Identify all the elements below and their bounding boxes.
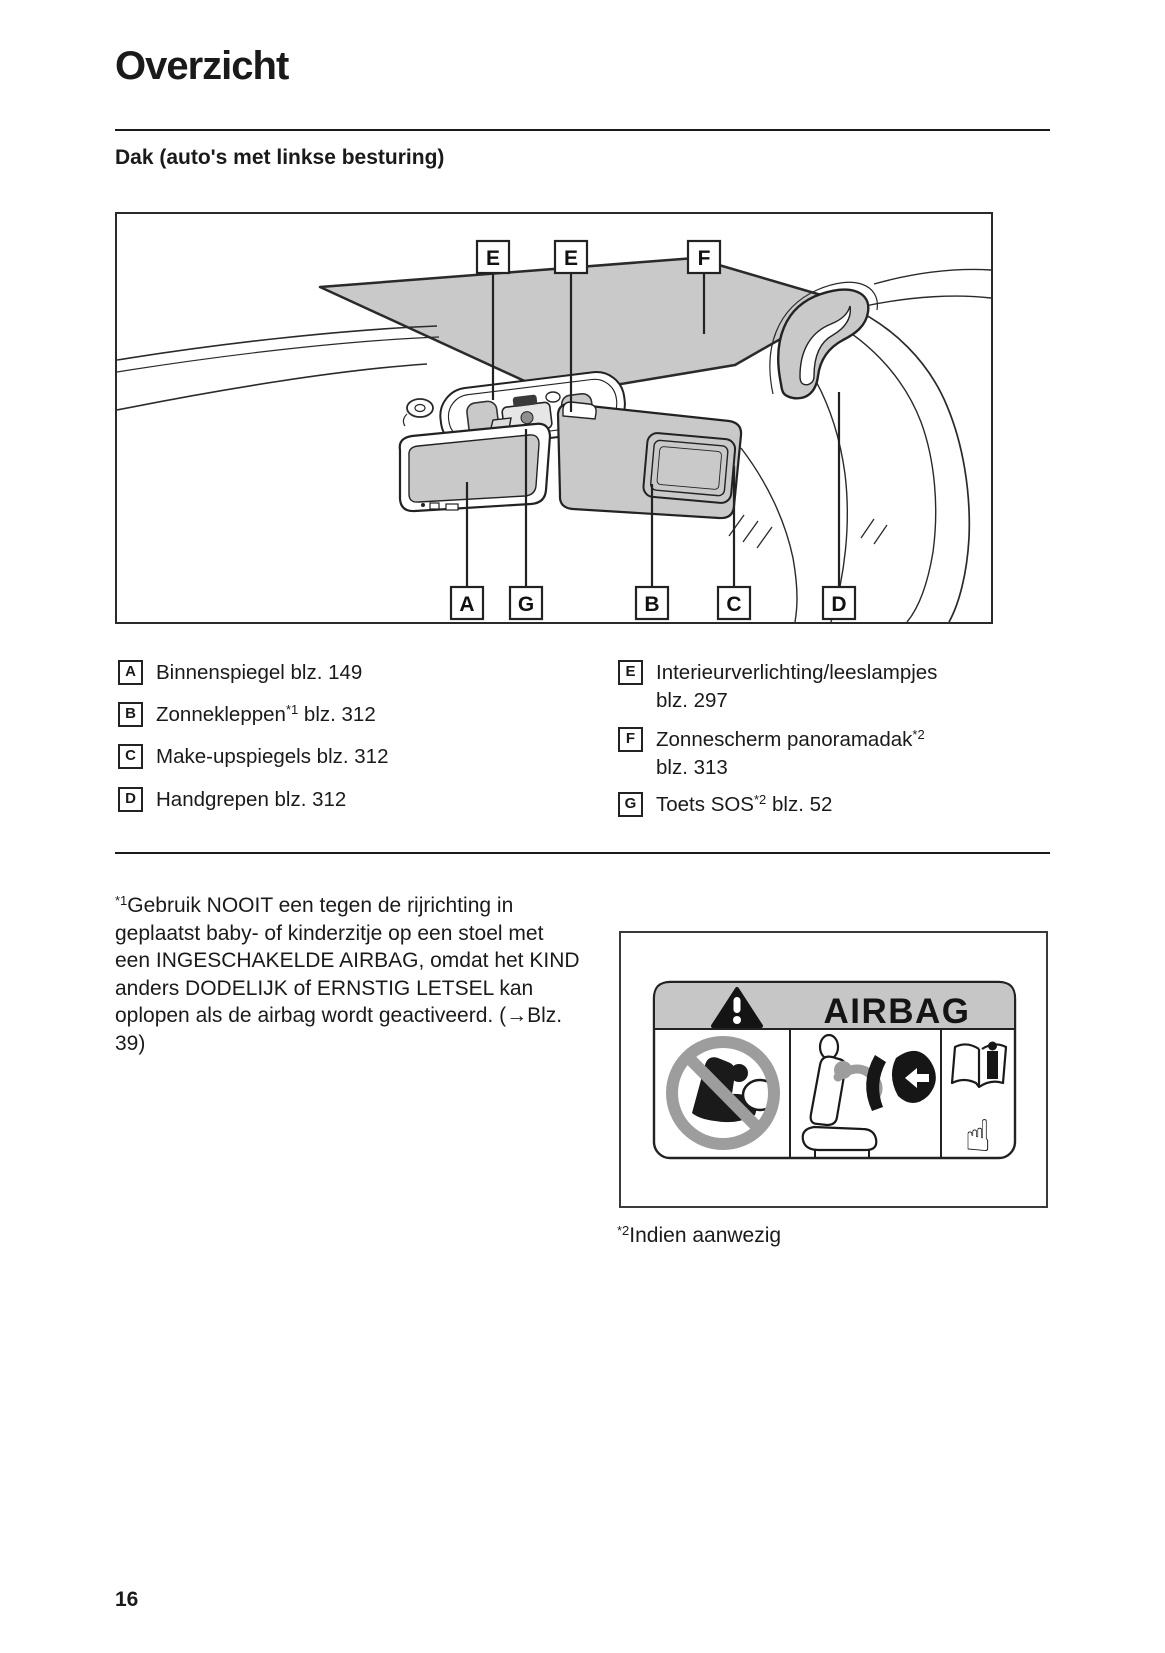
legend-item-D xyxy=(118,787,346,812)
legend-label: Zonnekleppen xyxy=(156,703,286,726)
header-trim xyxy=(117,326,439,410)
footnote-marker: *2 xyxy=(912,727,925,742)
footnote-text: Indien aanwezig xyxy=(629,1224,782,1247)
legend-letter-box: E xyxy=(618,660,643,685)
legend-label: Toets SOS xyxy=(656,793,754,816)
footnote-marker: *2 xyxy=(617,1223,630,1238)
legend-item-B xyxy=(118,702,376,727)
pointing-hand-icon: ☝ xyxy=(964,1111,992,1162)
callout-letter: A xyxy=(459,593,475,616)
legend-item-E xyxy=(618,660,937,713)
rearview-mirror xyxy=(400,418,550,511)
section-subtitle: Dak (auto's met linkse besturing) xyxy=(115,146,445,169)
vanity-mirror xyxy=(643,432,736,503)
visor-clip xyxy=(403,399,433,426)
legend-label: Zonnescherm panoramadak xyxy=(656,728,913,751)
callout-letter: F xyxy=(697,247,711,270)
page-number: 16 xyxy=(115,1588,139,1611)
page-title: Overzicht xyxy=(115,44,289,88)
legend-label-page: blz. 52 xyxy=(766,793,833,816)
footnote-airbag-warning xyxy=(115,892,583,1057)
legend-item-C xyxy=(118,744,388,769)
legend-label: Binnenspiegel blz. 149 xyxy=(156,661,363,684)
roof-diagram xyxy=(117,214,991,622)
legend-text xyxy=(156,660,362,685)
legend-letter-box: B xyxy=(118,702,143,727)
footnote-marker: *1 xyxy=(115,893,128,908)
callout-letter: E xyxy=(563,247,579,270)
callout-letter: D xyxy=(831,593,847,616)
airbag-title: AIRBAG xyxy=(823,992,971,1031)
legend-label: Make-upspiegels blz. 312 xyxy=(156,745,389,768)
legend-label-page: blz. 313 xyxy=(656,756,728,779)
footnote-marker: *2 xyxy=(754,792,767,807)
legend-label-page: blz. 297 xyxy=(656,689,728,712)
airbag-warning-label xyxy=(621,933,1046,1206)
legend-text xyxy=(656,727,925,752)
legend-item-A xyxy=(118,660,362,685)
legend-text xyxy=(156,744,388,769)
legend-text xyxy=(656,792,832,817)
callout-letter: B xyxy=(644,593,660,616)
legend-label: Handgrepen blz. 312 xyxy=(156,788,347,811)
legend-letter-box: G xyxy=(618,792,643,817)
airbag-label-figure xyxy=(619,931,1048,1208)
divider-top xyxy=(115,129,1050,131)
legend-letter-box: A xyxy=(118,660,143,685)
callout-letter: G xyxy=(517,593,535,616)
divider-middle xyxy=(115,852,1050,854)
legend-text xyxy=(156,702,376,727)
footnote-marker: *1 xyxy=(285,702,299,717)
legend-label: Interieurverlichting/leeslampjes xyxy=(656,661,938,684)
legend-item-G xyxy=(618,792,832,817)
legend-letter-box: D xyxy=(118,787,143,812)
legend-letter-box: C xyxy=(118,744,143,769)
legend-letter-box: F xyxy=(618,727,643,752)
legend-label-page: blz. 312 xyxy=(298,703,376,726)
footnote-text: Gebruik NOOIT een tegen de rijrichting in geplaatst baby- of kinderzitje op een stoel met een INGESCHAKELDE AIRBAG, omdat het KIND anders DODELIJK of ERNSTIG LETSEL kan oplopen als de airbag wordt geactiveerd. (→Blz. 39) xyxy=(115,894,580,1055)
callout-letter: C xyxy=(726,593,742,616)
legend-item-F xyxy=(618,727,925,780)
legend-text xyxy=(156,787,346,812)
footnote-if-equipped xyxy=(617,1224,781,1248)
callout-letter: E xyxy=(485,247,501,270)
roof-diagram-frame xyxy=(115,212,993,624)
